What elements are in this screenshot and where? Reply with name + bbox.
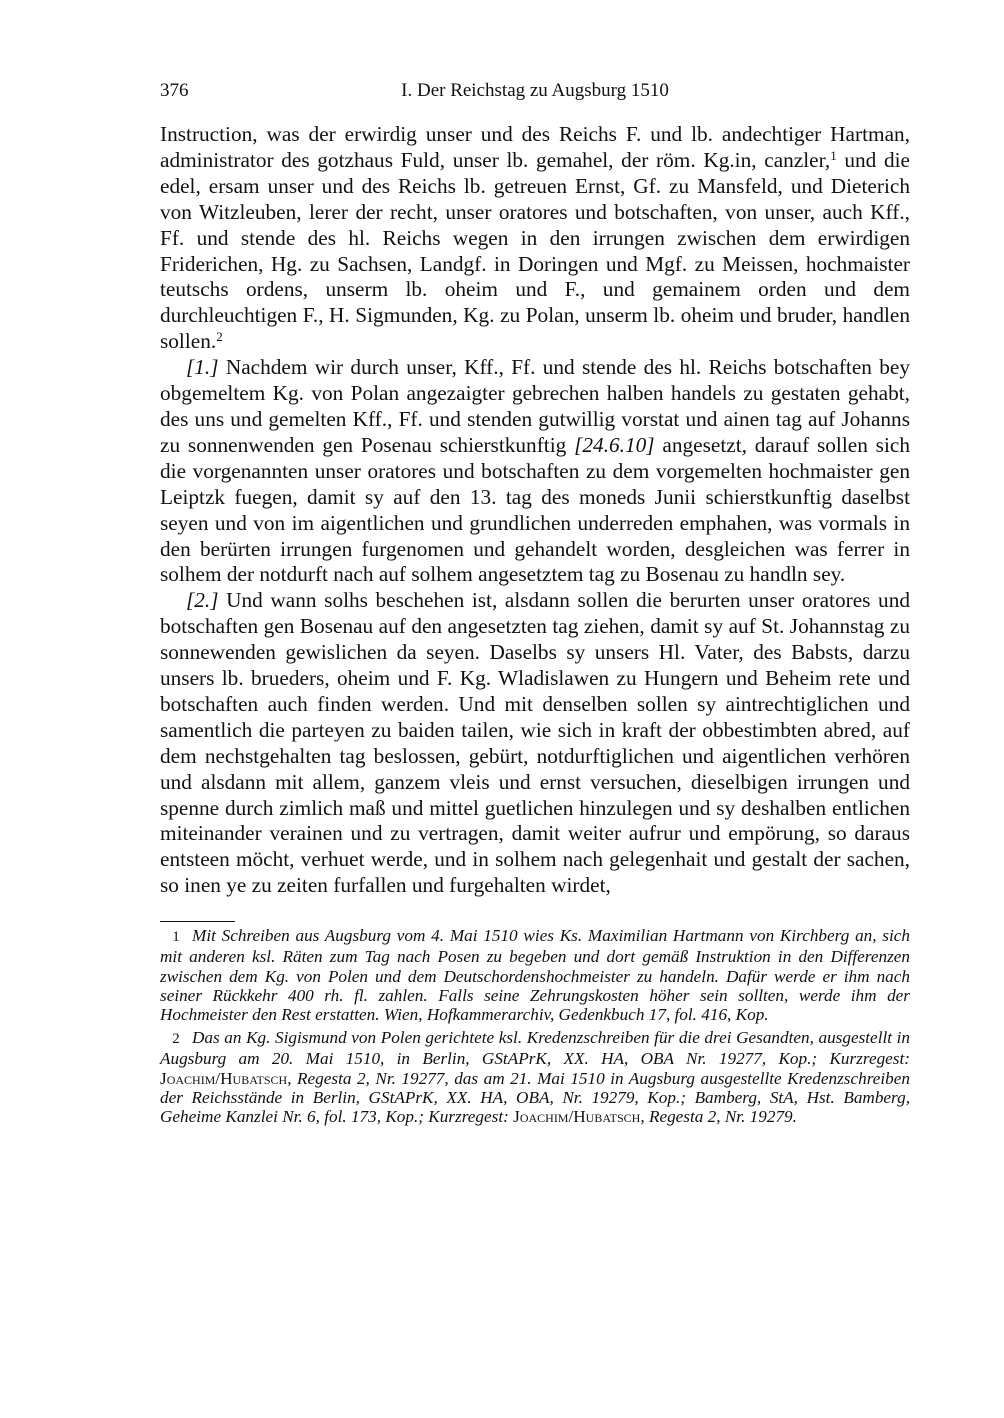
- footnote-divider: [160, 921, 235, 922]
- page-number: 376: [160, 80, 189, 101]
- footnote-2-text-c: , Regesta 2, Nr. 19279.: [640, 1107, 797, 1127]
- running-head: [160, 80, 910, 110]
- paragraph-1-marker: [1.]: [186, 355, 219, 380]
- paragraph-2: [160, 588, 910, 899]
- footnote-2-text-a: Das an Kg. Sigismund von Polen gerichtete ksl. Kredenzschreiben für die drei Gesandten, ausgestellt in Augsburg am 20. Mai 1510, in Berlin, GStAPrK, XX. HA, OBA Nr. 19277, Kop.; Kurzregest:: [160, 1028, 910, 1069]
- footnote-ref-1[interactable]: 1: [830, 147, 837, 163]
- paragraph-2-text: Und wann solhs beschehen ist, alsdann sollen die berurten unser oratores und botschaften gen Bosenau auf den angesetzten tag ziehen, damit sy auf St. Johannstag zu sonnewenden gewislichen da seyen. Daselbs sy unsers Hl. Vater, des Babsts, darzu unsers lb. brueders, oheim und F. Kg. Wladislawen zu Hungern und Beheim rete und botschaften auch finden werden. Und mit denselben sollen sy aintrechtiglichen und samentlich die parteyen zu baiden tailen, wie sich in kraft der obbestimbten abred, auf dem nechstgehalten tag beslossen, gebürt, notdurftiglichen und aigentlichen verhören und alsdann mit allem, ganzem vleis und ernst versuchen, dieselbigen irrungen und spenne durch zimlich maß und mittel guetlichen hinzulegen und sy deshalben entlichen miteinander verainen und zu vertragen, damit weiter aufrur und empörung, so daraus entsteen möcht, verhuet werde, und in solhem nach gelegenhait und gestalt der sachen, so inen ye zu zeiten furfallen und furgehalten wirdet,: [160, 588, 910, 898]
- footnote-2: [160, 1028, 910, 1126]
- footnote-2-author-2: Joachim/Hubatsch: [508, 1107, 641, 1127]
- intro-text-2: und die edel, ersam unser und des Reichs lb. getreuen Ernst, Gf. zu Mansfeld, und Dieterich von Witzleuben, lerer der recht, unser oratores und botschaften, von unser, auch Kff., Ff. und stende des hl. Reichs wegen in den irrungen zwischen dem erwirdigen Friderichen, Hg. zu Sachsen, Landgf. in Doringen und Mgf. zu Meissen, hochmaister teutschs ordens, unserm lb. oheim und F., und gemainem orden und dem durchleuchtigen F., H. Sigmunden, Kg. zu Polan, unserm lb. oheim und bruder, handlen sollen.: [160, 147, 910, 354]
- running-title: I. Der Reichstag zu Augsburg 1510: [401, 80, 669, 101]
- footnote-2-number: 2: [172, 1031, 180, 1048]
- page: [160, 80, 910, 1126]
- footnote-ref-2[interactable]: 2: [216, 329, 223, 345]
- footnote-1-text: Mit Schreiben aus Augsburg vom 4. Mai 1510 wies Ks. Maximilian Hartmann von Kirchberg an, sich mit anderen ksl. Räten zum Tag nach Posen zu begeben und dort gemäß Instruktion in den Differenzen zwischen dem Kg. von Polen und dem Deutschordenshochmeister zu handeln. Dafür werde er ihm nach seiner Rückkehr 400 rh. fl. zahlen. Falls seine Zehrungskosten höher sein sollten, werde ihm der Hochmeister den Rest erstatten. Wien, Hofkammerarchiv, Gedenkbuch 17, fol. 416, Kop.: [160, 926, 910, 1024]
- intro-paragraph: [160, 122, 910, 355]
- footnote-1-number: 1: [172, 929, 180, 946]
- footnotes: [160, 926, 910, 1126]
- paragraph-2-marker: [2.]: [186, 588, 219, 613]
- paragraph-1-date: [24.6.10]: [574, 432, 655, 457]
- footnote-2-author-1: Joachim/Hubatsch: [160, 1068, 288, 1088]
- paragraph-1-text-a: Nachdem wir durch unser, Kff., Ff. und stende des hl. Reichs botschaften bey obgemeltem Kg. von Polan angezaigter gebrechen halben handels zu gestaten gehabt, des uns und gemelten Kff., Ff. und stenden gutwillig vorstat und ainen tag auf Johanns zu sonnenwenden gen Posenau schierstkunftig: [160, 355, 910, 457]
- paragraph-1-text-b: angesetzt, darauf sollen sich die vorgenannten unser oratores und botschaften zu dem vorgemelten hochmaister gen Leiptzk fuegen, damit sy auf den 13. tag des moneds Junii schierstkunftig daselbst seyen und von im aigentlichen und grundlichen underreden emphahen, was vormals in den berürten irrungen furgenomen und gehandelt worden, desgleichen was ferrer in solhem der notdurft nach auf solhem angesetztem tag zu Bosenau zu handln sey.: [160, 432, 910, 587]
- footnote-2-text-b: , Regesta 2, Nr. 19277, das am 21. Mai 1510 in Augsburg ausgestellte Kredenzschreiben der Reichsstände in Berlin, GStAPrK, XX. HA, OBA, Nr. 19279, Kop.; Bamberg, StA, Hst. Bamberg, Geheime Kanzlei Nr. 6, fol. 173, Kop.; Kurzregest:: [160, 1068, 910, 1127]
- body-text: [160, 122, 910, 899]
- paragraph-1: [160, 355, 910, 588]
- intro-text-1: Instruction, was der erwirdig unser und des Reichs F. und lb. andechtiger Hartman, administrator des gotzhaus Fuld, unser lb. gemahel, der röm. Kg.in, canzler,: [160, 122, 910, 172]
- footnote-1: [160, 926, 910, 1024]
